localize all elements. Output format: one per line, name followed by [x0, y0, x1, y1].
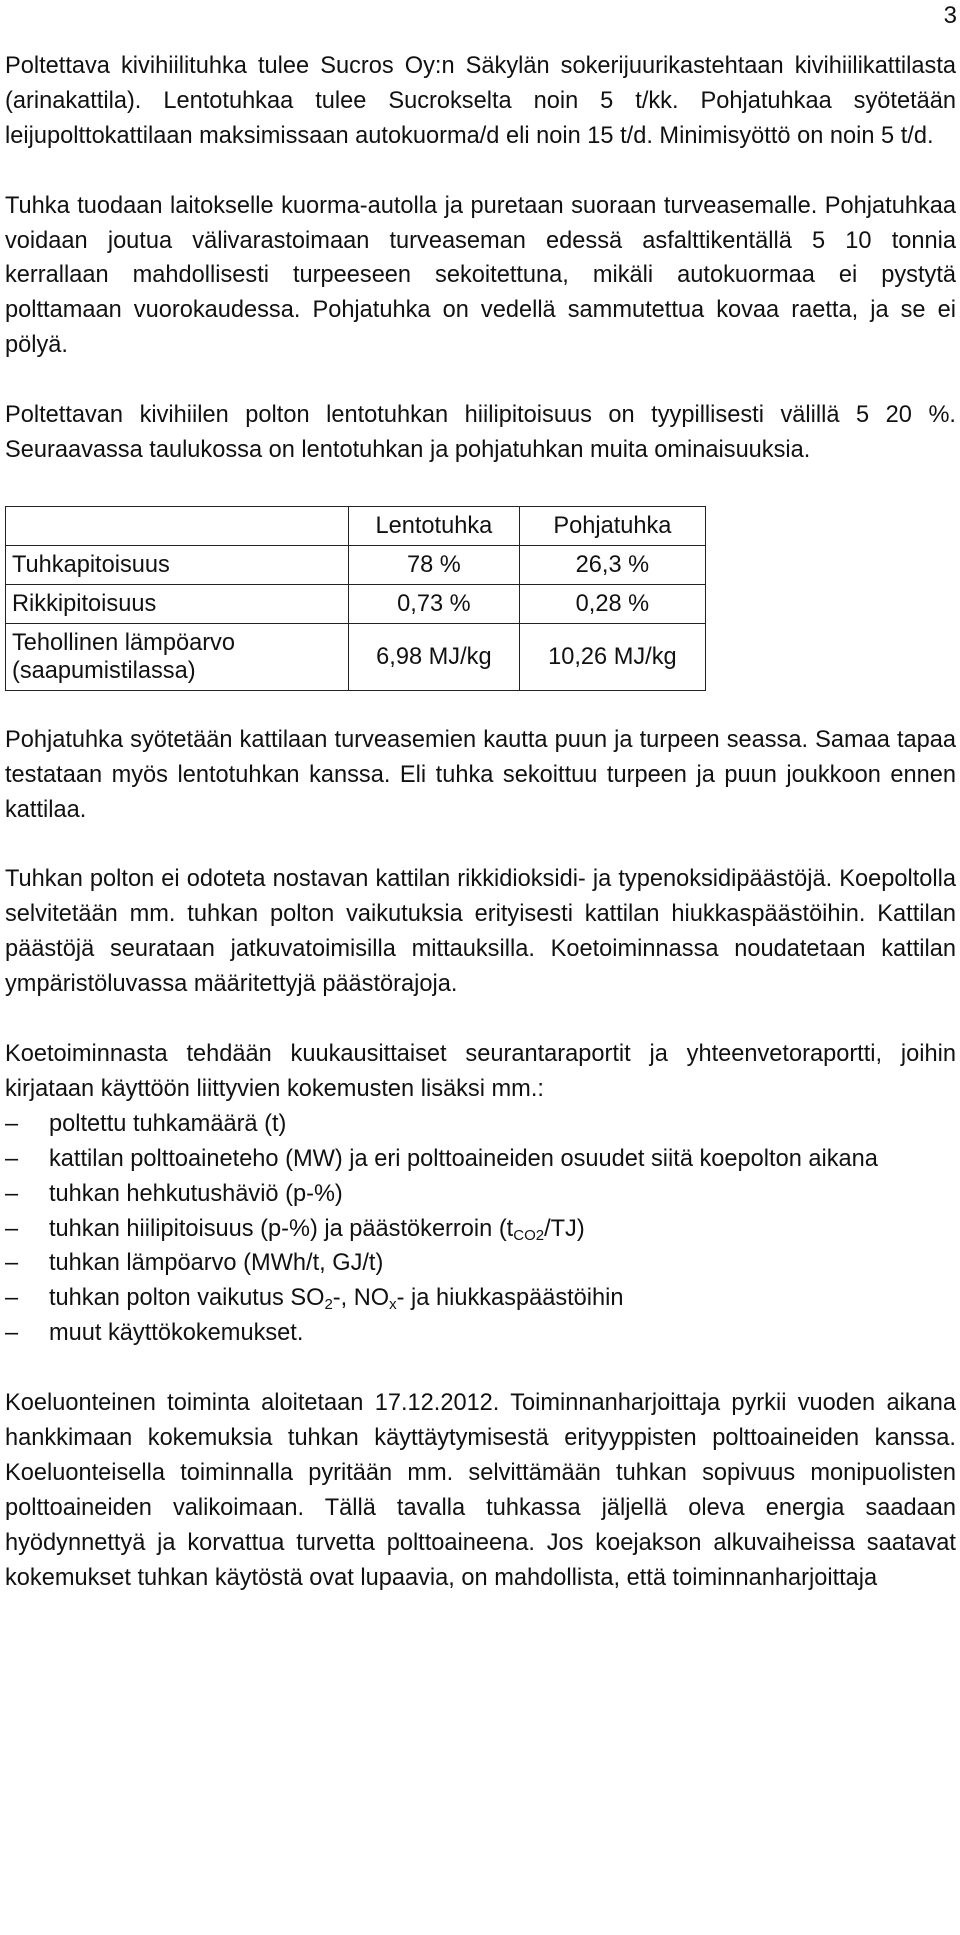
list-item	[5, 1142, 956, 1177]
subscript: 2	[324, 1296, 333, 1314]
subscript: x	[389, 1296, 397, 1314]
list-item	[5, 1177, 956, 1212]
table-row	[6, 584, 706, 623]
list-item	[5, 1212, 956, 1247]
list-item	[5, 1281, 956, 1316]
list-dash: –	[5, 1320, 19, 1347]
paragraph-emissions: Tuhkan polton ei odoteta nostavan kattilan rikkidioksidi- ja typenoksidipäästöjä. Koepoltolla selvitetään mm. tuhkan polton vaikutuksia erityisesti kattilan hiukkaspäästöihin. Kattilan päästöjä seurataan jatkuvatoimisilla mittauksilla. Koetoiminnassa noudatetaan kattilan ympäristöluvassa määritettyjä päästörajoja.	[5, 866, 956, 998]
page-number: 3	[943, 2, 957, 29]
paragraph-bottom-ash-feeding: Pohjatuhka syötetään kattilaan turveasemien kautta puun ja turpeen seassa. Samaa tapaa testataan myös lentotuhkan kanssa. Eli tuhka sekoittuu turpeen ja puun joukkoon ennen kattilaa.	[5, 726, 956, 823]
paragraph-carbon-content: Poltettavan kivihiilen polton lentotuhkan hiilipitoisuus on tyypillisesti välillä 5 20 %. Seuraavassa taulukossa on lentotuhkan ja pohjatuhkan muita ominaisuuksia.	[5, 402, 956, 463]
table-cell-label-line: (saapumistilassa)	[12, 657, 196, 684]
list-dash: –	[5, 1110, 19, 1137]
ash-properties-table	[5, 506, 706, 691]
table-row	[6, 623, 706, 690]
list-dash: –	[5, 1285, 19, 1312]
list-item-text: - ja hiukkaspäästöihin	[396, 1285, 624, 1312]
list-item-text: -, NO	[332, 1285, 390, 1312]
paragraph-trial-operation: Koeluonteinen toiminta aloitetaan 17.12.2012. Toiminnanharjoittaja pyrkii vuoden aikana hankkimaan kokemuksia tuhkan käyttäytymisestä erityyppisten polttoaineiden kanssa. Koeluonteisella toiminnalla pyritään mm. selvittämään tuhkan sopivuus monipuolisten polttoaineiden valikoimaan. Tällä tavalla tuhkassa jäljellä oleva energia saadaan hyödynnettyä ja korvattua turvetta polttoaineena. Jos koejakson alkuvaiheissa saatavat kokemukset tuhkan käytöstä ovat lupaavia, on mahdollista, että toiminnanharjoittaja	[5, 1390, 956, 1591]
paragraph-reporting: Koetoiminnasta tehdään kuukausittaiset seurantaraportit ja yhteenvetoraportti, joihin kirjataan käyttöön liittyvien kokemusten lisäksi mm.:	[5, 1040, 956, 1102]
table-cell-label: Rikkipitoisuus	[6, 584, 349, 623]
list-item-text: tuhkan polton vaikutus SO	[49, 1285, 325, 1312]
list-item-text: kattilan polttoaineteho (MW) ja eri polttoaineiden osuudet siitä koepolton aikana	[49, 1145, 878, 1172]
list-item-text: poltettu tuhkamäärä (t)	[49, 1110, 287, 1137]
table-cell-label: Tuhkapitoisuus	[6, 545, 349, 584]
table-cell-value: 26,3 %	[519, 545, 705, 584]
list-dash: –	[5, 1180, 19, 1207]
table-cell-label	[6, 623, 349, 690]
table-cell-value: 0,28 %	[519, 584, 705, 623]
table-cell-value: 78 %	[349, 545, 520, 584]
list-item-text: tuhkan lämpöarvo (MWh/t, GJ/t)	[49, 1250, 384, 1277]
document-body	[5, 49, 956, 1595]
table-header-pohjatuhka: Pohjatuhka	[519, 506, 705, 545]
reporting-list	[5, 1107, 956, 1351]
paragraph-ash-source: Poltettava kivihiilituhka tulee Sucros Oy:n Säkylän sokerijuurikastehtaan kivihiilikattilasta (arinakattila). Lentotuhkaa tulee Sucrokselta noin 5 t/kk. Pohjatuhkaa syötetään leijupolttokattilaan maksimissaan autokuorma/d eli noin 15 t/d. Minimisyöttö on noin 5 t/d.	[5, 53, 956, 149]
list-dash: –	[5, 1215, 19, 1242]
list-item	[5, 1246, 956, 1281]
list-item	[5, 1316, 956, 1351]
table-cell-label-line: Tehollinen lämpöarvo	[12, 629, 235, 656]
table-header-lentotuhka: Lentotuhka	[349, 506, 520, 545]
table-cell-value: 10,26 MJ/kg	[519, 623, 705, 690]
list-dash: –	[5, 1250, 19, 1277]
table-cell-value: 6,98 MJ/kg	[349, 623, 520, 690]
list-item-text: muut käyttökokemukset.	[49, 1320, 304, 1347]
table-header-empty	[6, 506, 349, 545]
list-dash: –	[5, 1145, 19, 1172]
list-item-text: tuhkan hiilipitoisuus (p-%) ja päästökerroin (t	[49, 1215, 514, 1242]
table-header-row	[6, 506, 706, 545]
list-item	[5, 1107, 956, 1142]
list-item-text: /TJ)	[544, 1215, 585, 1242]
table-row	[6, 545, 706, 584]
paragraph-ash-transport: Tuhka tuodaan laitokselle kuorma-autolla ja puretaan suoraan turveasemalle. Pohjatuhkaa voidaan joutua välivarastoimaan turveaseman edessä asfalttikentällä 5 10 tonnia kerrallaan mahdollisesti turpeeseen sekoitettuna, mikäli autokuormaa ei pystytä polttamaan vuorokaudessa. Pohjatuhka on vedellä sammutettua kovaa raetta, ja se ei pölyä.	[5, 192, 956, 359]
list-item-text: tuhkan hehkutushäviö (p-%)	[49, 1180, 343, 1207]
table-cell-value: 0,73 %	[349, 584, 520, 623]
subscript: CO2	[513, 1226, 545, 1244]
